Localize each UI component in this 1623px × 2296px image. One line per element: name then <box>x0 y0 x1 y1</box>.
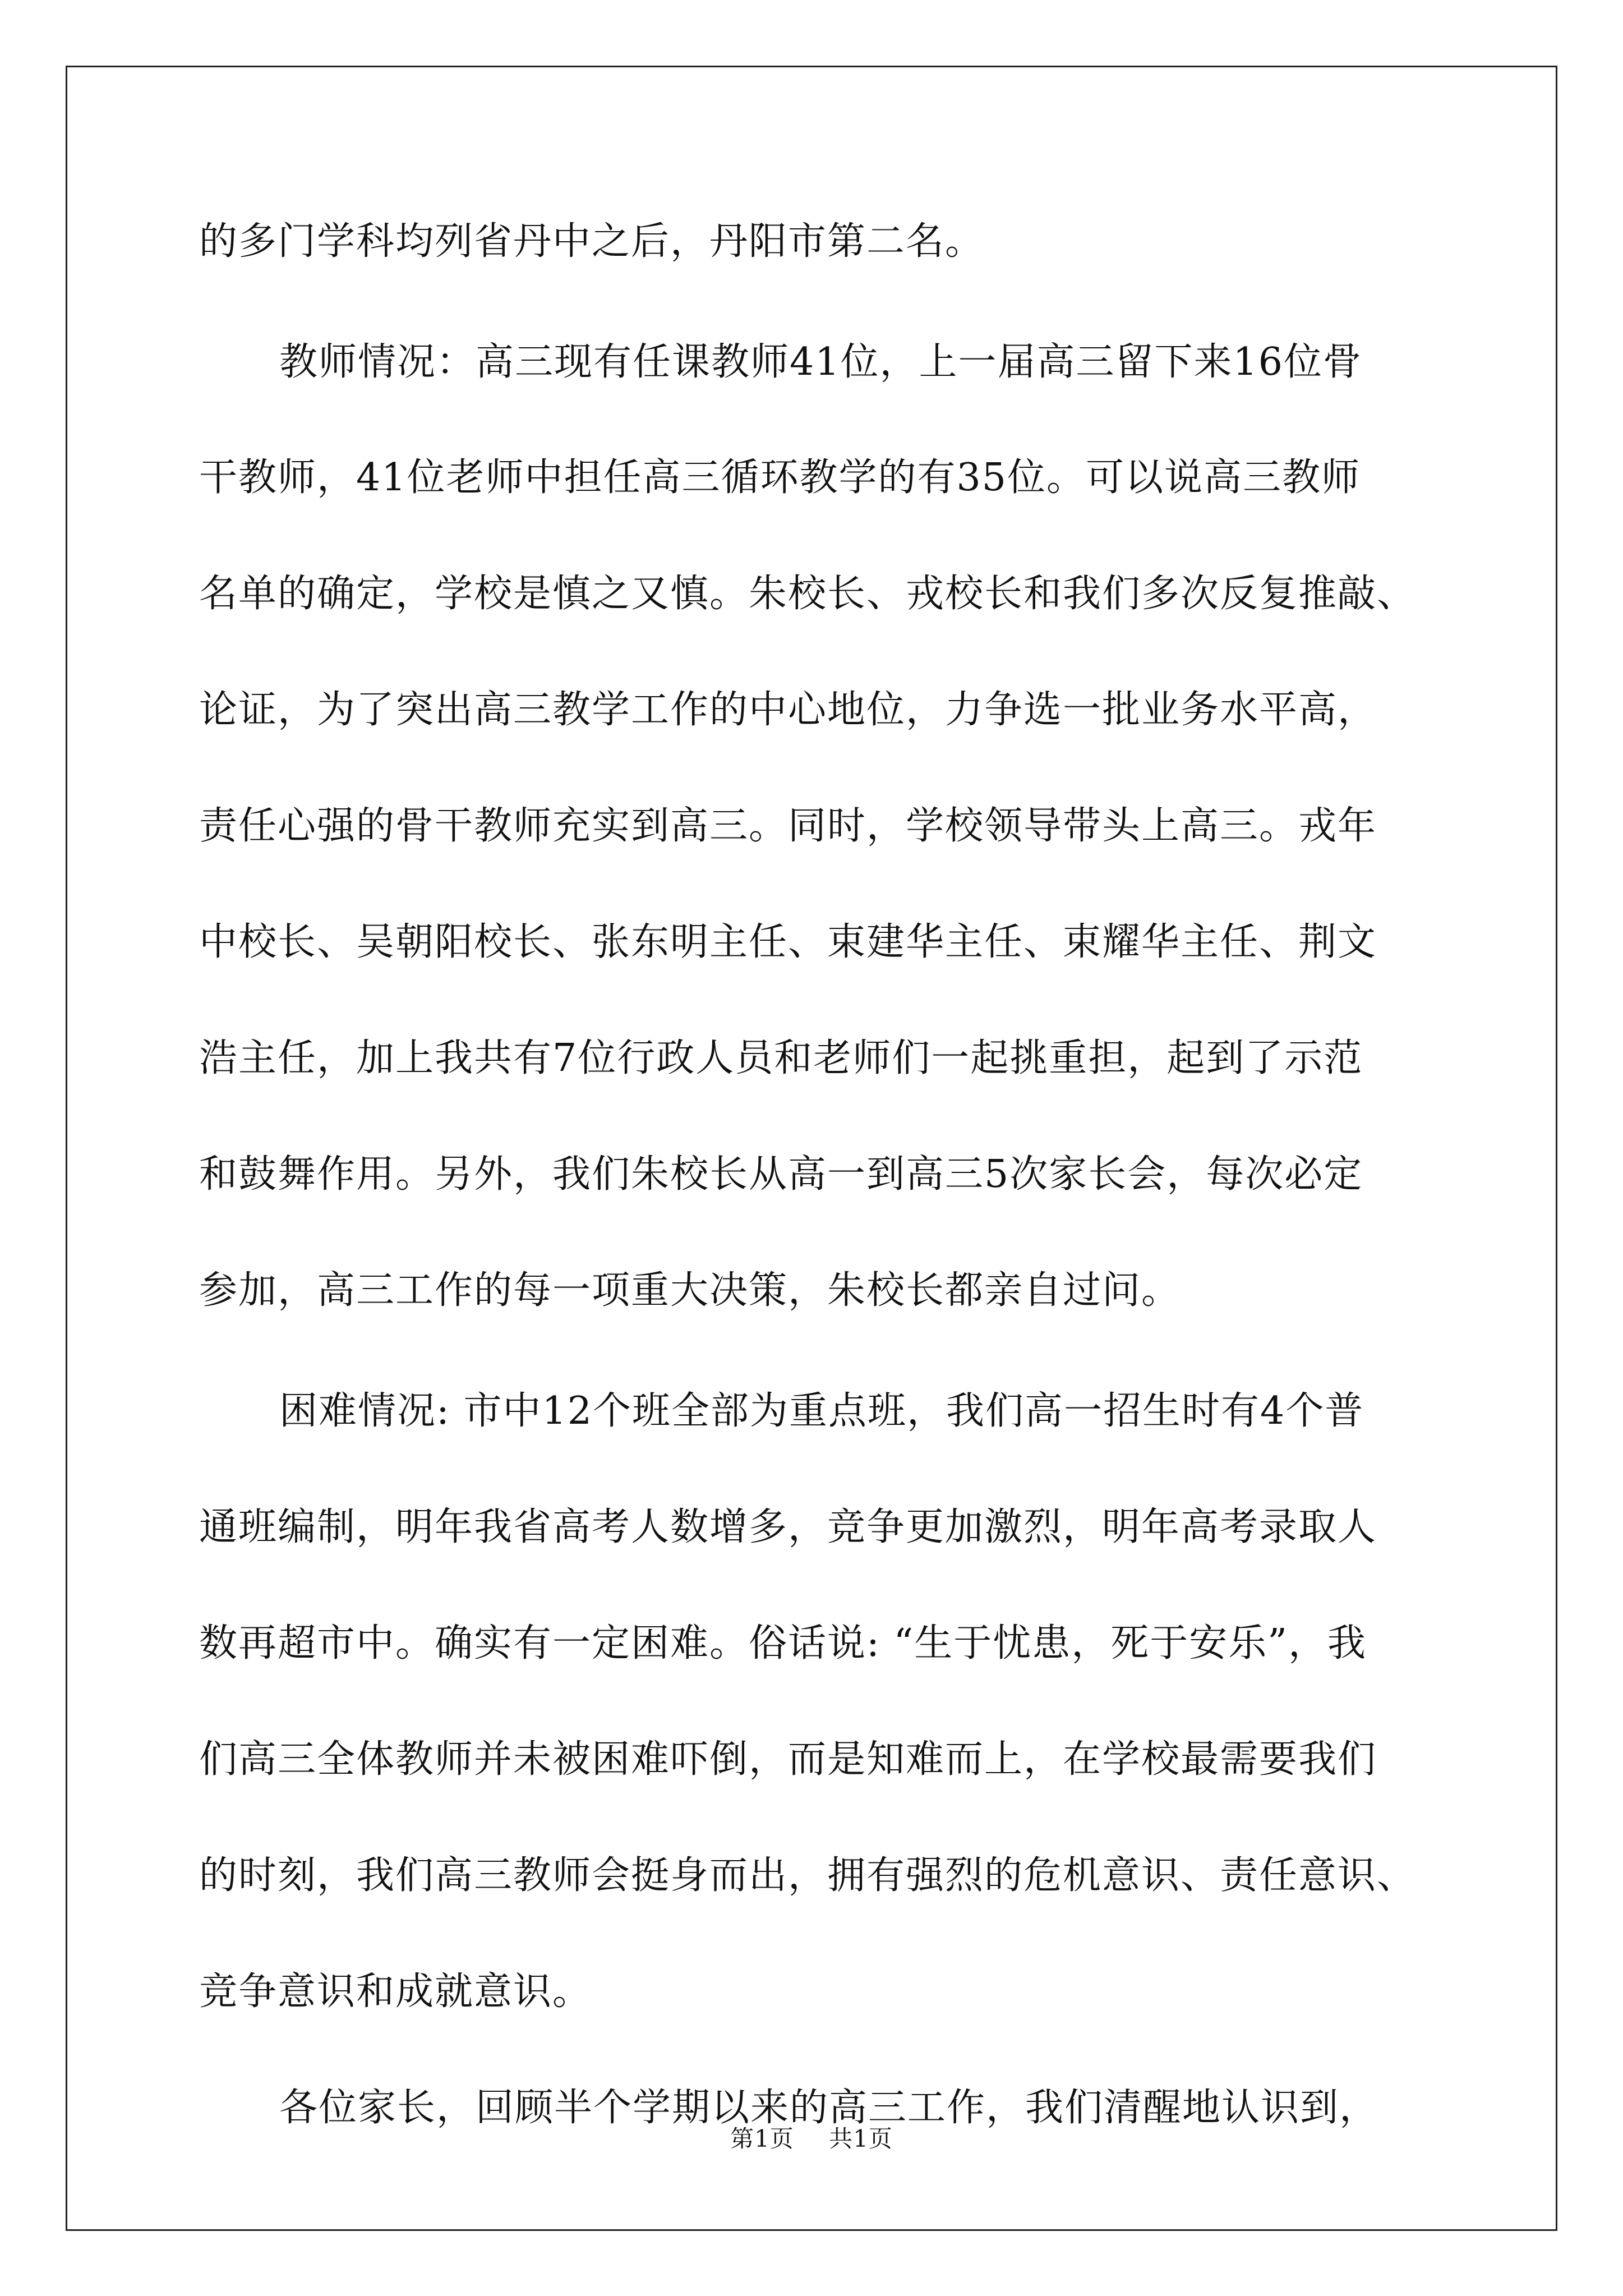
paragraph-line: 和鼓舞作用。另外，我们朱校长从高一到高三5次家长会，每次必定 <box>199 1152 1363 1197</box>
paragraph-line: 论证，为了突出高三教学工作的中心地位，力争选一批业务水平高， <box>199 688 1377 732</box>
paragraph-line: 们高三全体教师并未被困难吓倒，而是知难而上，在学校最需要我们 <box>199 1737 1377 1782</box>
paragraph-line: 干教师，41位老师中担任高三循环教学的有35位。可以说高三教师 <box>199 455 1361 500</box>
paragraph-line: 参加，高三工作的每一项重大决策，朱校长都亲自过问。 <box>199 1268 1181 1313</box>
paragraph-line: 数再超市中。确实有一定困难。俗话说: “生于忧患，死于安乐”，我 <box>199 1621 1367 1665</box>
paragraph-line: 通班编制，明年我省高考人数增多，竞争更加激烈，明年高考录取人 <box>199 1505 1377 1549</box>
paragraph-line: 中校长、吴朝阳校长、张东明主任、束建华主任、束耀华主任、荆文 <box>199 920 1377 964</box>
paragraph-line: 教师情况：高三现有任课教师41位，上一届高三留下来16位骨 <box>279 340 1363 384</box>
paragraph-line: 的时刻，我们高三教师会挺身而出，拥有强烈的危机意识、责任意识、 <box>199 1853 1417 1898</box>
paragraph-line: 浩主任，加上我共有7位行政人员和老师们一起挑重担，起到了示范 <box>199 1036 1363 1080</box>
page-number: 第1页 <box>730 2125 794 2152</box>
paragraph-line: 困难情况: 市中12个班全部为重点班，我们高一招生时有4个普 <box>279 1389 1364 1433</box>
paragraph-line: 的多门学科均列省丹中之后，丹阳市第二名。 <box>199 219 985 264</box>
page-border <box>66 66 1557 2231</box>
paragraph-line: 名单的确定，学校是慎之又慎。朱校长、戎校长和我们多次反复推敲、 <box>199 572 1417 616</box>
paragraph-line: 竞争意识和成就意识。 <box>199 1970 592 2014</box>
page-total: 共1页 <box>829 2125 893 2152</box>
page-footer <box>0 2120 1623 2154</box>
paragraph-line: 责任心强的骨干教师充实到高三。同时，学校领导带头上高三。戎年 <box>199 804 1377 848</box>
paragraph-line: 各位家长，回顾半个学期以来的高三工作，我们清醒地认识到， <box>279 2086 1379 2130</box>
